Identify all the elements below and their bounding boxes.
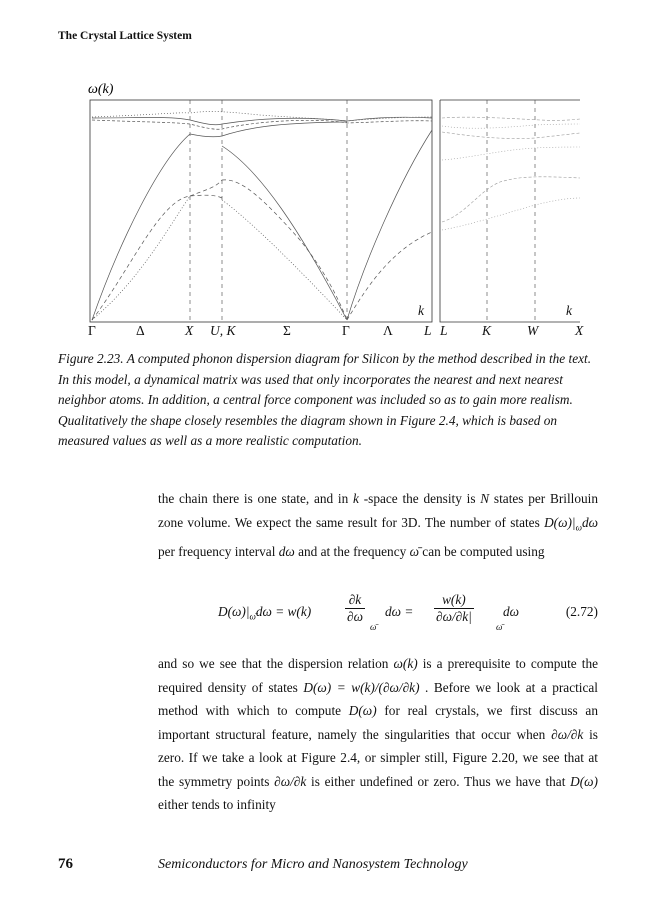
y-axis-label: ω(k)	[88, 82, 114, 97]
math-domega: dω	[581, 514, 598, 530]
tick-label: W	[527, 323, 539, 338]
eq-sub: ω̄	[370, 622, 377, 632]
paragraph-2	[158, 652, 598, 817]
phonon-dispersion-figure	[0, 0, 652, 345]
right-branches	[442, 117, 580, 230]
tick-label: Δ	[136, 323, 145, 338]
math-sub: ω	[575, 522, 582, 533]
eq-den: ∂ω/∂k|	[436, 609, 472, 624]
text: for real crystals, we first discuss an important structural feature, namely the singularities that occur when	[158, 703, 598, 742]
tick-label: K	[482, 323, 492, 338]
tick-label: Γ	[88, 323, 96, 338]
left-branches	[92, 112, 432, 320]
eq-num: ∂k	[345, 592, 365, 609]
text: and at the frequency	[294, 543, 410, 559]
eq-rhs: dω	[503, 604, 520, 619]
text: the chain there is one state, and in	[158, 491, 354, 506]
eq-den: ∂ω	[347, 609, 363, 624]
equation-fraction-1	[345, 592, 365, 625]
equation-number: (2.72)	[565, 604, 598, 619]
text: per frequency interval	[158, 543, 279, 559]
math-omega-bar: ω̄	[409, 543, 419, 559]
eq-num: w(k)	[434, 592, 474, 609]
math: ∂ω/∂k	[551, 726, 584, 742]
right-panel-frame	[440, 100, 580, 322]
text: can be computed using	[418, 543, 545, 559]
text: and so we see that the dispersion relation	[158, 656, 394, 671]
tick-label: X	[575, 323, 584, 338]
page-number: 76	[58, 856, 73, 872]
equation-lhs	[218, 604, 311, 622]
text: is a prerequisite to compute the required density of states	[158, 656, 598, 695]
equation-2-72	[158, 592, 598, 636]
book-title: Semiconductors for Micro and Nanosystem Technology	[158, 857, 468, 872]
left-panel-frame	[90, 100, 432, 322]
x-axis-label: k	[418, 303, 424, 318]
math: D(ω)	[348, 703, 377, 718]
math-density: D(ω)|	[544, 514, 576, 530]
equation-fraction-2	[434, 592, 474, 625]
tick-label: Σ	[283, 323, 291, 338]
math-k: k	[353, 491, 359, 506]
math-N: N	[480, 491, 490, 506]
tick-label: X	[185, 323, 194, 338]
tick-label: U, K	[210, 323, 236, 338]
text: states per Brillouin zone volume. We expect the same result for 3D. The number of states	[158, 491, 598, 530]
math: D(ω)	[570, 773, 598, 789]
text: either tends to infinity	[158, 797, 276, 812]
eq-part: dω = w(k)	[255, 604, 312, 619]
tick-label: Γ	[342, 323, 350, 338]
paragraph-1	[158, 487, 598, 563]
text: -space the density is	[358, 491, 481, 506]
axis-labels	[88, 303, 584, 338]
tick-label: L	[440, 323, 448, 338]
math: D(ω) = w(k)/(∂ω/∂k)	[303, 679, 420, 695]
symmetry-lines	[190, 100, 535, 322]
eq-sub: ω̄	[249, 611, 256, 622]
eq-mid: dω =	[385, 604, 414, 619]
math: ω(k)	[393, 656, 418, 671]
figure-caption: Figure 2.23. A computed phonon dispersion diagram for Silicon by the method described in the text. In this model, a dynamical matrix was used that only incorporates the nearest and next nearest neighbor atoms. In addition, a central force component was included so as to gain more realism. Qualitatively the shape closely resembles the diagram shown in Figure 2.4, which is based on measured values as well as a more realistic computation.	[58, 351, 592, 448]
eq-sub: ω̄	[496, 622, 503, 632]
text: is zero. If we take a look at Figure 2.4, or simpler still, Figure 2.20, we see that at the symmetry points	[158, 726, 598, 789]
math: ∂ω/∂k	[274, 773, 307, 789]
eq-part: D(ω)|	[218, 604, 250, 619]
running-head: The Crystal Lattice System	[58, 30, 192, 42]
text: . Before we look at a practical method with which to compute	[158, 679, 598, 718]
math-domega-2: dω	[278, 543, 295, 559]
x-axis-label: k	[566, 303, 572, 318]
text: is either undefined or zero. Thus we have that	[306, 773, 571, 789]
tick-label: Λ	[383, 323, 393, 338]
tick-label: L	[424, 323, 432, 338]
